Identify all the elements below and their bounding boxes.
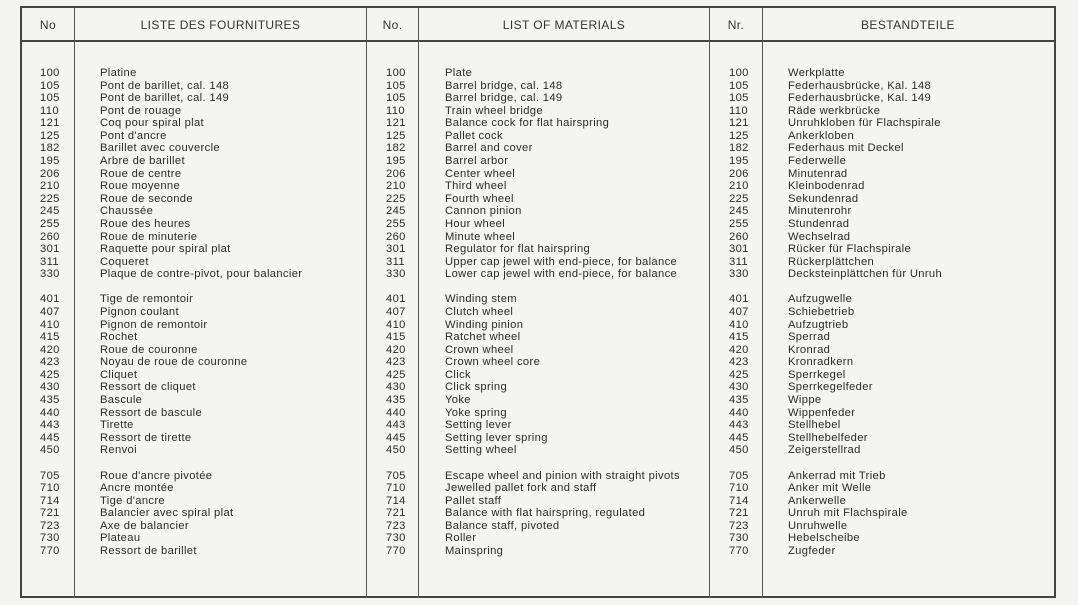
part-name-en: Click — [445, 368, 471, 381]
part-number: 401 — [729, 293, 749, 306]
header-no-de: Nr. — [727, 18, 745, 32]
part-number: 445 — [386, 431, 406, 444]
part-number: 195 — [40, 155, 60, 168]
part-number: 440 — [386, 406, 406, 419]
part-number: 723 — [386, 519, 406, 532]
group-spacer — [40, 457, 60, 470]
part-name-de: Unruhwelle — [788, 519, 848, 532]
part-name-en: Crown wheel core — [445, 356, 541, 369]
part-name-de: Rückerplättchen — [788, 255, 875, 268]
part-number: 415 — [729, 331, 749, 344]
part-name-en: Pallet cock — [445, 129, 503, 142]
part-number: 225 — [729, 192, 749, 205]
part-name-en: Yoke spring — [445, 406, 507, 419]
part-number: 723 — [40, 519, 60, 532]
part-name-en: Third wheel — [445, 180, 507, 193]
part-number: 410 — [40, 318, 60, 331]
part-number: 425 — [386, 368, 406, 381]
part-name-en: Barrel arbor — [445, 155, 509, 168]
part-name-de: Kronradkern — [788, 356, 854, 369]
part-name-fr: Roue d'ancre pivotée — [100, 469, 213, 482]
group-spacer — [386, 281, 406, 294]
part-number: 260 — [729, 230, 749, 243]
part-name-fr: Pignon de remontoir — [100, 318, 208, 331]
part-number: 430 — [386, 381, 406, 394]
part-name-de: Aufzugtrieb — [788, 318, 849, 331]
part-name-de: Hebelscheibe — [788, 532, 860, 545]
part-name-fr: Tige de remontoir — [100, 293, 194, 306]
part-number: 100 — [386, 67, 406, 79]
part-name-de: Unruh mit Flachspirale — [788, 507, 908, 520]
part-number: 311 — [40, 255, 59, 268]
part-name-de: Zeigerstellrad — [788, 444, 861, 457]
part-name-fr: Renvoi — [100, 444, 137, 457]
part-name-en: Clutch wheel — [445, 305, 514, 318]
part-number: 301 — [386, 243, 406, 256]
part-name-de: Unruhkloben für Flachspirale — [788, 117, 941, 130]
part-name-de: Räde werkbrücke — [788, 104, 881, 117]
group-spacer — [386, 457, 406, 470]
part-number: 770 — [729, 544, 749, 557]
part-name-fr: Barillet avec couvercle — [100, 142, 220, 155]
part-number: 110 — [729, 104, 748, 117]
part-number: 100 — [729, 67, 749, 79]
part-number: 420 — [40, 343, 60, 356]
part-name-de: Minutenrohr — [788, 205, 852, 218]
part-number: 245 — [729, 205, 749, 218]
part-number: 260 — [40, 230, 60, 243]
part-name-de: Wechselrad — [788, 230, 851, 243]
part-number: 121 — [386, 117, 406, 130]
part-name-fr: Noyau de roue de couronne — [100, 356, 248, 369]
part-number: 770 — [386, 544, 406, 557]
part-name-en: Hour wheel — [445, 217, 506, 230]
part-number: 710 — [386, 482, 406, 495]
part-number: 245 — [40, 205, 60, 218]
part-name-de: Federhausbrücke, Kal. 149 — [788, 92, 932, 105]
part-name-en: Setting lever spring — [445, 431, 548, 444]
part-name-fr: Pont de rouage — [100, 104, 182, 117]
group-spacer — [788, 457, 942, 470]
part-number: 450 — [40, 444, 60, 457]
part-number: 206 — [386, 167, 406, 180]
part-name-fr: Bascule — [100, 394, 143, 407]
part-name-de: Ankerwelle — [788, 494, 847, 507]
part-number: 195 — [729, 155, 749, 168]
part-name-en: Cannon pinion — [445, 205, 522, 218]
part-number: 110 — [40, 104, 59, 117]
part-number: 423 — [40, 356, 60, 369]
part-name-fr: Ancre montée — [100, 482, 174, 495]
part-number: 415 — [40, 331, 60, 344]
part-number: 125 — [386, 129, 406, 142]
group-spacer — [788, 281, 942, 294]
column-numbers-en — [386, 67, 406, 558]
part-name-en: Pallet staff — [445, 494, 502, 507]
group-spacer — [100, 281, 302, 294]
part-number: 423 — [386, 356, 406, 369]
part-name-de: Schiebetrieb — [788, 305, 855, 318]
part-number: 445 — [729, 431, 749, 444]
part-name-fr: Raquette pour spiral plat — [100, 243, 231, 256]
part-number: 410 — [386, 318, 406, 331]
part-name-en: Setting lever — [445, 419, 512, 432]
part-name-en: Ratchet wheel — [445, 331, 521, 344]
part-name-de: Rücker für Flachspirale — [788, 243, 912, 256]
part-name-de: Decksteinplättchen für Unruh — [788, 268, 943, 281]
part-number: 705 — [729, 469, 749, 482]
part-name-en: Click spring — [445, 381, 508, 394]
part-name-en: Roller — [445, 532, 477, 545]
column-divider — [709, 8, 710, 598]
header-title-de: BESTANDTEILE — [861, 18, 955, 32]
part-number: 435 — [40, 394, 60, 407]
part-number: 105 — [40, 92, 60, 105]
part-number: 210 — [386, 180, 406, 193]
part-number: 105 — [386, 92, 406, 105]
part-number: 210 — [40, 180, 60, 193]
group-spacer — [40, 281, 60, 294]
part-name-fr: Axe de balancier — [100, 519, 189, 532]
part-number: 410 — [729, 318, 749, 331]
part-number: 425 — [40, 368, 60, 381]
part-name-de: Kleinbodenrad — [788, 180, 865, 193]
part-number: 435 — [729, 394, 749, 407]
part-name-en: Escape wheel and pinion with straight pivots — [445, 469, 680, 482]
part-number: 435 — [386, 394, 406, 407]
part-name-fr: Ressort de tirette — [100, 431, 192, 444]
part-number: 445 — [40, 431, 60, 444]
part-number: 110 — [386, 104, 405, 117]
part-name-en: Balance cock for flat hairspring — [445, 117, 610, 130]
column-parts-de — [788, 67, 942, 558]
part-name-de: Stellhebelfeder — [788, 431, 868, 444]
part-name-en: Barrel bridge, cal. 149 — [445, 92, 563, 105]
part-name-en: Regulator for flat hairspring — [445, 243, 591, 256]
part-name-fr: Roue de minuterie — [100, 230, 198, 243]
part-number: 420 — [386, 343, 406, 356]
part-number: 255 — [40, 217, 60, 230]
part-number: 450 — [729, 444, 749, 457]
part-name-en: Barrel bridge, cal. 148 — [445, 79, 563, 92]
part-name-fr: Tirette — [100, 419, 134, 432]
part-number: 401 — [40, 293, 60, 306]
part-name-fr: Roue de centre — [100, 167, 182, 180]
part-number: 450 — [386, 444, 406, 457]
part-number: 440 — [729, 406, 749, 419]
part-name-de: Aufzugwelle — [788, 293, 853, 306]
group-spacer — [445, 457, 680, 470]
header-no-fr: No — [39, 18, 57, 32]
part-number: 245 — [386, 205, 406, 218]
part-name-en: Fourth wheel — [445, 192, 514, 205]
column-divider — [418, 8, 419, 598]
part-name-fr: Arbre de barillet — [100, 155, 185, 168]
part-name-de: Ankerkloben — [788, 129, 855, 142]
part-name-fr: Roue des heures — [100, 217, 191, 230]
part-name-en: Balance with flat hairspring, regulated — [445, 507, 646, 520]
part-name-fr: Pignon coulant — [100, 305, 179, 318]
column-parts-en — [445, 67, 680, 558]
header-title-fr: LISTE DES FOURNITURES — [140, 18, 301, 32]
part-number: 105 — [40, 79, 60, 92]
part-number: 710 — [729, 482, 749, 495]
part-name-fr: Coqueret — [100, 255, 149, 268]
part-number: 770 — [40, 544, 60, 557]
part-number: 125 — [40, 129, 60, 142]
part-number: 182 — [40, 142, 60, 155]
part-name-fr: Coq pour spiral plat — [100, 117, 205, 130]
part-number: 721 — [40, 507, 60, 520]
part-name-de: Federhausbrücke, Kal. 148 — [788, 79, 932, 92]
part-name-de: Kronrad — [788, 343, 831, 356]
column-parts-fr — [100, 67, 302, 558]
part-name-fr: Rochet — [100, 331, 138, 344]
group-spacer — [729, 281, 749, 294]
part-name-en: Yoke — [445, 394, 471, 407]
part-number: 206 — [729, 167, 749, 180]
part-name-fr: Platine — [100, 67, 137, 79]
part-number: 443 — [40, 419, 60, 432]
part-name-en: Plate — [445, 67, 473, 79]
part-name-de: Sekundenrad — [788, 192, 859, 205]
part-name-fr: Chaussée — [100, 205, 154, 218]
part-name-en: Winding stem — [445, 293, 517, 306]
part-number: 721 — [729, 507, 749, 520]
part-name-fr: Plaque de contre-pivot, pour balancier — [100, 268, 303, 281]
part-number: 714 — [729, 494, 749, 507]
part-number: 206 — [40, 167, 60, 180]
part-number: 443 — [729, 419, 749, 432]
part-name-en: Barrel and cover — [445, 142, 533, 155]
column-divider — [762, 8, 763, 598]
part-number: 705 — [40, 469, 60, 482]
part-number: 723 — [729, 519, 749, 532]
header-no-en: No. — [382, 18, 403, 32]
group-spacer — [729, 457, 749, 470]
part-number: 423 — [729, 356, 749, 369]
part-name-de: Stellhebel — [788, 419, 841, 432]
part-number: 730 — [729, 532, 749, 545]
part-number: 330 — [40, 268, 60, 281]
part-name-fr: Pont d'ancre — [100, 129, 167, 142]
part-name-en: Winding pinion — [445, 318, 524, 331]
part-name-en: Train wheel bridge — [445, 104, 543, 117]
part-number: 425 — [729, 368, 749, 381]
part-number: 125 — [729, 129, 749, 142]
part-number: 311 — [386, 255, 405, 268]
column-numbers-fr — [40, 67, 60, 558]
group-spacer — [100, 457, 302, 470]
part-name-de: Stundenrad — [788, 217, 850, 230]
part-name-de: Anker mit Welle — [788, 482, 872, 495]
part-number: 705 — [386, 469, 406, 482]
part-name-fr: Pont de barillet, cal. 149 — [100, 92, 230, 105]
column-numbers-de — [729, 67, 749, 558]
part-number: 407 — [40, 305, 60, 318]
part-name-fr: Ressort de barillet — [100, 544, 197, 557]
part-name-en: Jewelled pallet fork and staff — [445, 482, 597, 495]
part-number: 440 — [40, 406, 60, 419]
part-name-fr: Plateau — [100, 532, 141, 545]
part-number: 182 — [386, 142, 406, 155]
part-number: 210 — [729, 180, 749, 193]
part-number: 401 — [386, 293, 406, 306]
part-number: 100 — [40, 67, 60, 79]
part-name-en: Minute wheel — [445, 230, 516, 243]
part-number: 255 — [729, 217, 749, 230]
part-number: 195 — [386, 155, 406, 168]
part-number: 430 — [40, 381, 60, 394]
part-name-en: Crown wheel — [445, 343, 514, 356]
header-title-en: LIST OF MATERIALS — [502, 18, 626, 32]
part-number: 225 — [386, 192, 406, 205]
part-number: 105 — [386, 79, 406, 92]
part-name-en: Mainspring — [445, 544, 504, 557]
group-spacer — [445, 281, 680, 294]
part-number: 121 — [40, 117, 60, 130]
part-name-fr: Pont de barillet, cal. 148 — [100, 79, 230, 92]
part-number: 255 — [386, 217, 406, 230]
part-number: 721 — [386, 507, 406, 520]
part-name-en: Upper cap jewel with end-piece, for balance — [445, 255, 678, 268]
part-name-de: Ankerrad mit Trieb — [788, 469, 886, 482]
part-name-en: Balance staff, pivoted — [445, 519, 560, 532]
part-name-de: Werkplatte — [788, 67, 845, 79]
part-name-fr: Cliquet — [100, 368, 138, 381]
part-number: 443 — [386, 419, 406, 432]
part-name-fr: Balancier avec spiral plat — [100, 507, 234, 520]
part-name-de: Zugfeder — [788, 544, 836, 557]
part-name-de: Federhaus mit Deckel — [788, 142, 904, 155]
part-number: 330 — [386, 268, 406, 281]
part-name-en: Setting wheel — [445, 444, 517, 457]
part-name-fr: Roue de couronne — [100, 343, 198, 356]
part-name-de: Sperrkegel — [788, 368, 846, 381]
part-number: 714 — [386, 494, 406, 507]
part-name-de: Federwelle — [788, 155, 847, 168]
part-number: 730 — [40, 532, 60, 545]
part-name-fr: Ressort de cliquet — [100, 381, 196, 394]
part-name-fr: Roue moyenne — [100, 180, 181, 193]
part-name-de: Minutenrad — [788, 167, 848, 180]
part-number: 407 — [386, 305, 406, 318]
part-number: 225 — [40, 192, 60, 205]
part-number: 420 — [729, 343, 749, 356]
part-number: 730 — [386, 532, 406, 545]
part-number: 430 — [729, 381, 749, 394]
part-name-fr: Tige d'ancre — [100, 494, 165, 507]
part-name-de: Sperrad — [788, 331, 831, 344]
part-number: 311 — [729, 255, 748, 268]
part-number: 714 — [40, 494, 60, 507]
part-name-de: Sperrkegelfeder — [788, 381, 873, 394]
column-divider — [366, 8, 367, 598]
part-number: 121 — [729, 117, 749, 130]
part-name-de: Wippenfeder — [788, 406, 856, 419]
part-number: 301 — [729, 243, 749, 256]
part-number: 182 — [729, 142, 749, 155]
part-number: 105 — [729, 79, 749, 92]
part-name-de: Wippe — [788, 394, 822, 407]
part-name-fr: Roue de seconde — [100, 192, 193, 205]
column-divider — [74, 8, 75, 598]
part-number: 301 — [40, 243, 60, 256]
part-number: 415 — [386, 331, 406, 344]
part-number: 105 — [729, 92, 749, 105]
part-name-en: Lower cap jewel with end-piece, for balance — [445, 268, 678, 281]
part-number: 260 — [386, 230, 406, 243]
part-number: 407 — [729, 305, 749, 318]
part-number: 710 — [40, 482, 60, 495]
part-name-fr: Ressort de bascule — [100, 406, 203, 419]
part-number: 330 — [729, 268, 749, 281]
part-name-en: Center wheel — [445, 167, 516, 180]
